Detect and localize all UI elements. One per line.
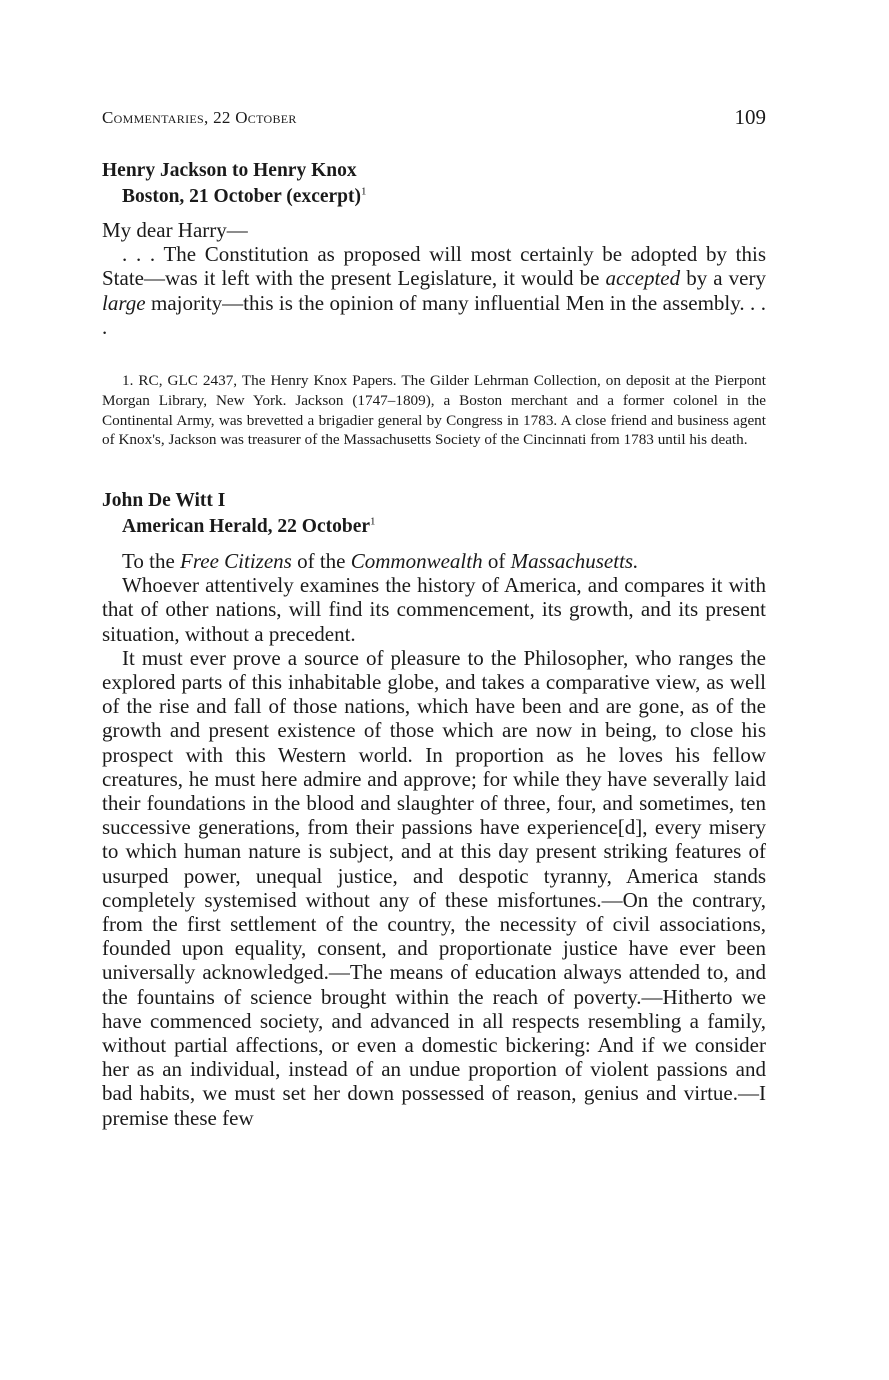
- text-run: majority—this is the opinion of many influential Men in the assembly. . . .: [102, 290, 766, 339]
- running-head-title: Commentaries, 22 October: [102, 108, 297, 127]
- section-subtitle-text: Boston, 21 October (excerpt): [122, 186, 361, 207]
- section-subtitle-text: American Herald, 22 October: [122, 516, 371, 537]
- section-subtitle: [102, 184, 766, 210]
- page-number: 109: [734, 105, 766, 129]
- section-title: Henry Jackson to Henry Knox: [102, 160, 357, 181]
- text-run: by a very: [680, 266, 766, 291]
- footnote: 1. RC, GLC 2437, The Henry Knox Papers. The Gilder Lehrman Collection, on deposit at the Pierpont Morgan Library, New York. Jackson (1747–1809), a Boston merchant and a former colonel in the Continental Army, was brevetted a brigadier general by Congress in 1783. A close friend and business agent of Knox's, Jackson was treasurer of the Massachusetts Society of the Cincinnati from 1783 until his death.: [102, 372, 766, 449]
- running-head: [102, 105, 766, 136]
- emphasis: large: [102, 290, 146, 315]
- section-title: John De Witt I: [102, 490, 226, 511]
- salutation: My dear Harry—: [102, 218, 248, 242]
- text-run: of: [482, 549, 511, 573]
- paragraph: It must ever prove a source of pleasure to the Philosopher, who ranges the explored parts of this inhabitable globe, and takes a comparative view, as well of the rise and fall of those nations, which have been and are gone, as of the growth and present existence of those which are now in being, to close his prospect with this Western world. In proportion as he loves his fellow creatures, he must here admire and approve; for while they have severally laid their foundations in the blood and slaughter of three, four, and sometimes, ten successive generations, from their passions have experience[d], every misery to which human nature is subject, and at this day present striking features of usurped power, unequal justice, and despotic tyranny, America stands completely systemised without any of these misfortunes.—On the contrary, from the first settlement of the country, the necessity of civil associations, founded upon equality, consent, and proportionate justice have ever been universally acknowledged.—The means of education always attended to, and the fountains of science brought within the reach of poverty.—Hitherto we have commenced society, and advanced in all respects resembling a family, without partial affections, or even a domestic bickering: And if we consider her as an individual, instead of an undue proportion of violent passions and bad habits, we must set her down possessed of reason, genius and virtue.—I premise these few: [102, 645, 766, 1130]
- letter-paragraph: [102, 242, 766, 339]
- section-heading-jackson: [102, 158, 766, 210]
- paragraph: Whoever attentively examines the history of America, and compares it with that of other nations, will find its commencement, its growth, and its present situation, without a precedent.: [102, 573, 766, 646]
- section-heading-dewitt: [102, 488, 766, 540]
- footnote-ref: 1: [370, 515, 376, 528]
- address-line: [102, 549, 766, 573]
- letter-body-dewitt: [102, 549, 766, 1130]
- text-run: To the: [122, 549, 181, 573]
- letter-body-jackson: [102, 218, 766, 339]
- text-run: of the: [291, 549, 351, 573]
- emphasis: Commonwealth: [350, 549, 483, 573]
- text-run: . . . The Constitution as proposed will most certainly be adopted by this State—was it left with the present Legislature, it would be: [102, 242, 766, 291]
- footnote-ref: 1: [361, 185, 367, 198]
- section-subtitle: [102, 514, 766, 540]
- emphasis: accepted: [605, 266, 681, 291]
- emphasis: Massachusetts.: [510, 549, 639, 573]
- emphasis: Free Citizens: [180, 549, 292, 573]
